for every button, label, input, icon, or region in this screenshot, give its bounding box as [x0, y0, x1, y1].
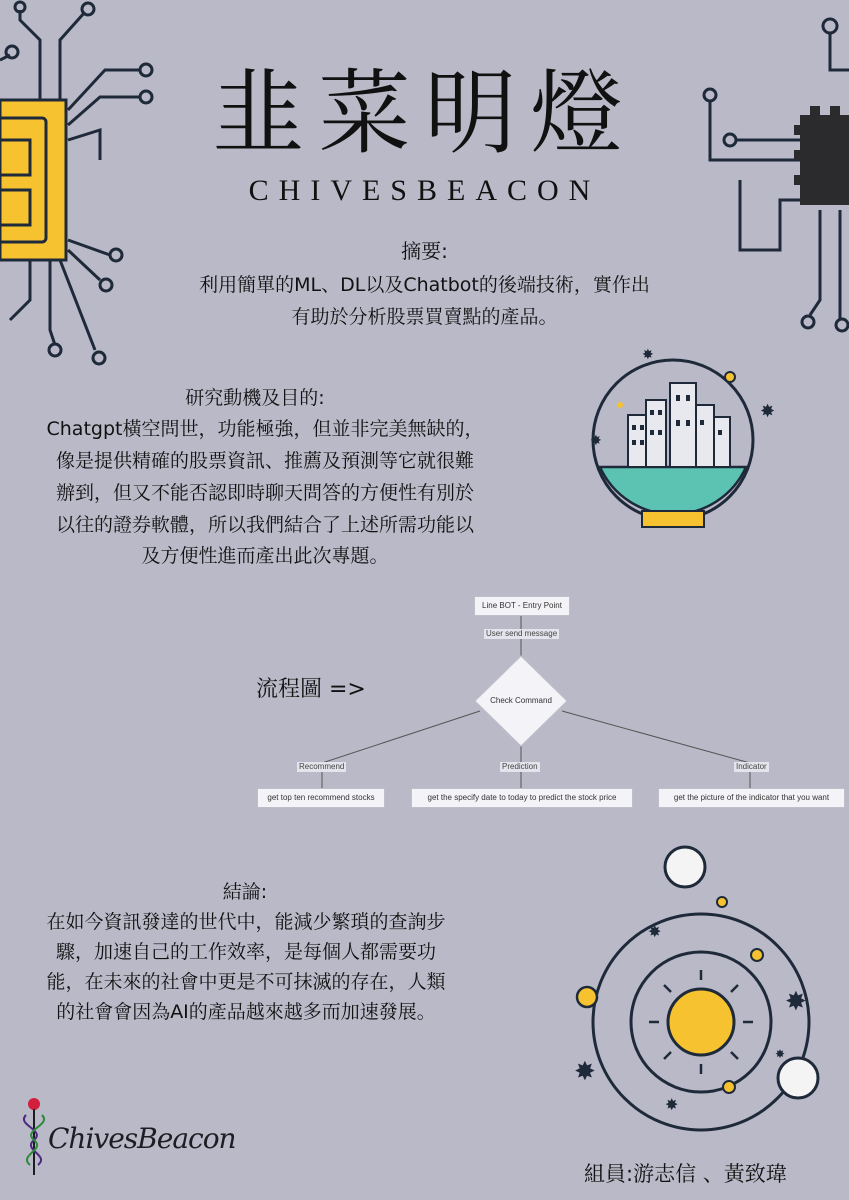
conclusion-heading: 結論:	[222, 881, 268, 903]
svg-text:✸: ✸	[760, 401, 776, 422]
flowchart-recommend-node: get top ten recommend stocks	[257, 788, 385, 808]
motive-line: 辦到，但又不能否認即時聊天問答的方便性有別於	[55, 482, 474, 504]
flowchart-indicator-node: get the picture of the indicator that you want	[658, 788, 845, 808]
flowchart-edge-label: Recommend	[299, 762, 345, 771]
page-title: 韭菜明燈	[212, 60, 637, 167]
svg-text:✸: ✸	[590, 433, 602, 449]
svg-text:✸: ✸	[785, 987, 807, 1017]
svg-text:✸: ✸	[642, 347, 654, 363]
svg-text:✸: ✸	[574, 1057, 596, 1087]
flowchart-decision-node: Check Command	[490, 696, 552, 705]
abstract-line: 利用簡單的ML、DL以及Chatbot的後端技術，實作出	[199, 274, 650, 296]
flowchart-prediction-node: get the specify date to today to predict the stock price	[411, 788, 633, 808]
conclusion-line: 驟，加速自己的工作效率，是每個人都需要功	[55, 941, 436, 963]
solar-system-icon	[570, 840, 840, 1150]
flowchart-edge-label: User send message	[486, 629, 558, 638]
flowchart-edge-label: Indicator	[736, 762, 767, 771]
svg-text:✸: ✸	[665, 1095, 679, 1114]
team-members: 組員:游志信 、黃致瑋	[584, 1162, 787, 1186]
logo-text: ChivesBeacon	[48, 1122, 236, 1155]
flowchart-entry-node: Line BOT - Entry Point	[474, 596, 570, 616]
motive-line: Chatgpt橫空問世，功能極強，但並非完美無缺的，	[46, 418, 484, 440]
page-subtitle: CHIVESBEACON	[248, 174, 601, 207]
motive-line: 及方便性進而產出此次專題。	[141, 545, 389, 567]
motive-line: 以往的證券軟體，所以我們結合了上述所需功能以	[55, 514, 474, 536]
abstract-heading: 摘要:	[401, 239, 448, 263]
flowchart-label: 流程圖 =>	[256, 677, 366, 702]
conclusion-line: 能，在未來的社會中更是不可抹滅的存在，人類	[46, 971, 446, 993]
svg-text:✸: ✸	[775, 1047, 786, 1061]
flowchart-edge-label: Prediction	[502, 762, 538, 771]
abstract-line: 有助於分析股票買賣點的產品。	[291, 306, 558, 328]
conclusion-line: 的社會會因為AI的產品越來越多而加速發展。	[56, 1001, 436, 1023]
conclusion-line: 在如今資訊發達的世代中，能減少繁瑣的查詢步	[46, 911, 446, 933]
motive-line: 像是提供精確的股票資訊、推薦及預測等它就很難	[55, 450, 474, 472]
motive-heading: 研究動機及目的:	[185, 387, 325, 409]
chivesbeacon-logo-icon	[16, 1095, 52, 1177]
svg-text:✸: ✸	[648, 922, 662, 941]
